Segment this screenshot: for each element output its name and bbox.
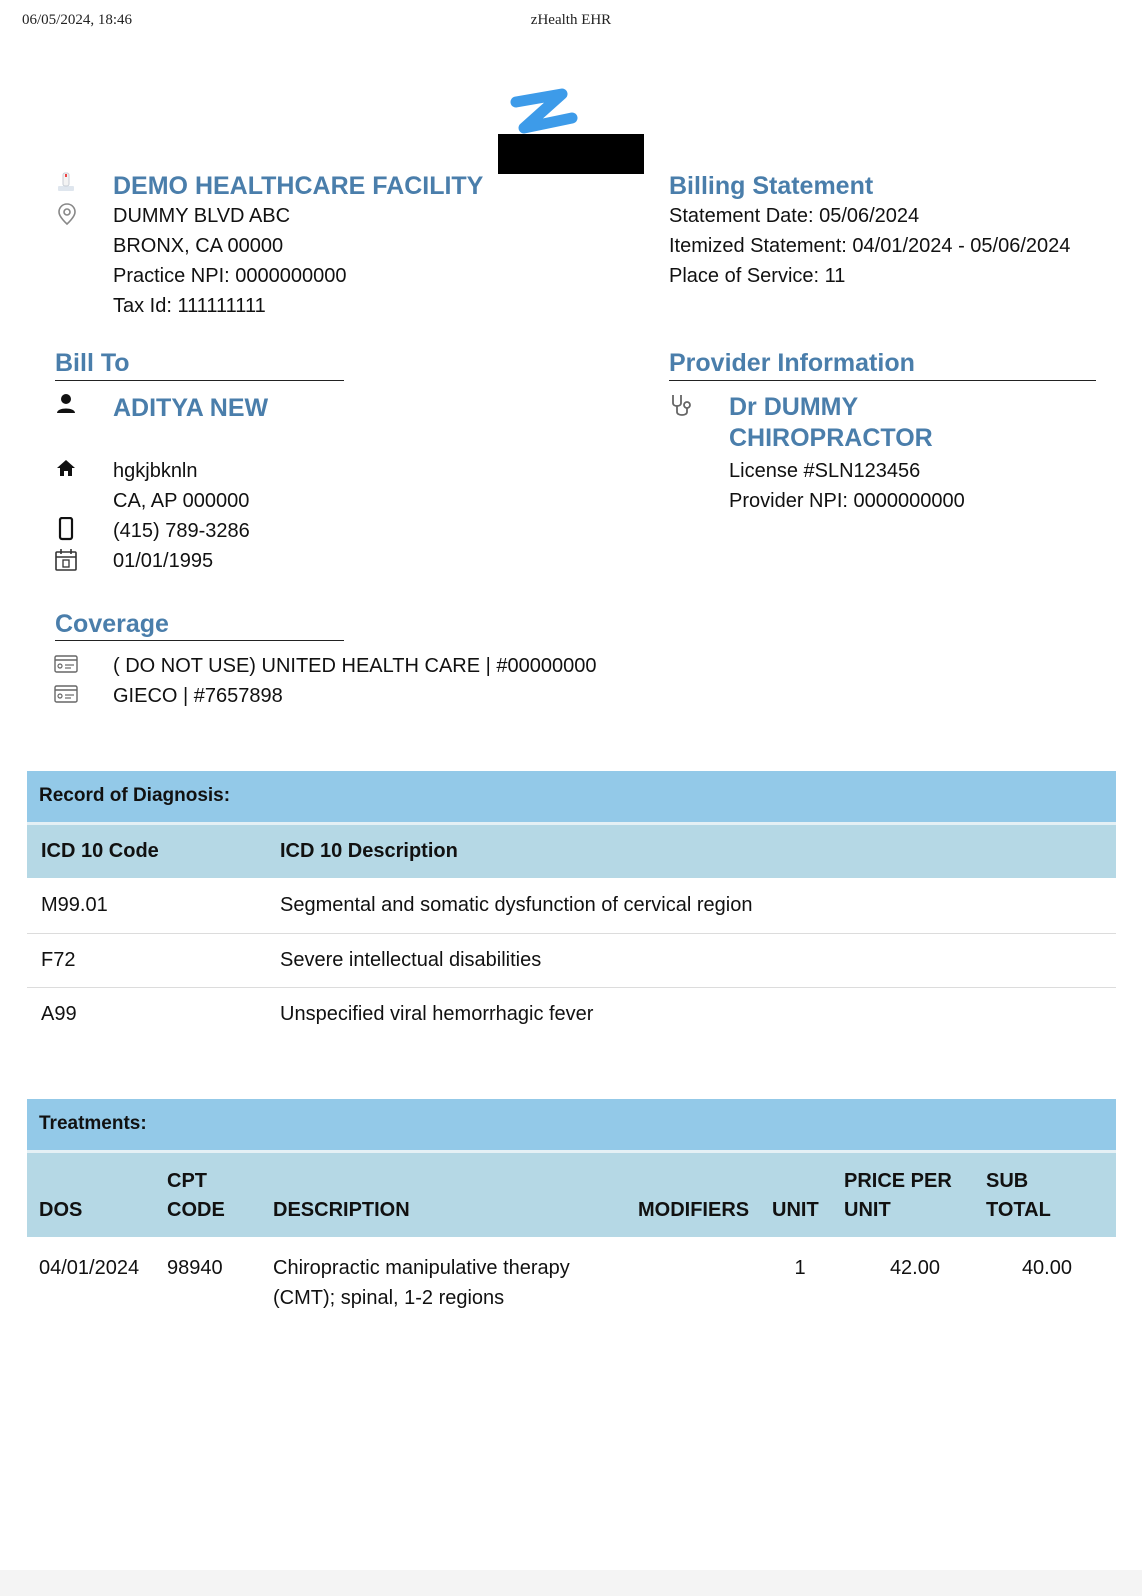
subtotal-header-line1: SUB	[986, 1170, 1029, 1192]
icd-code: A99	[41, 1002, 77, 1025]
patient-dob: 01/01/1995	[113, 550, 214, 572]
icd-description: Segmental and somatic dysfunction of cervical region	[266, 878, 1116, 933]
icd-code: M99.01	[27, 878, 266, 933]
cpt-header-line2: CODE	[167, 1199, 225, 1221]
place-of-service: Place of Service: 11	[669, 265, 846, 287]
calendar-icon	[54, 548, 78, 572]
facility-tax-id: Tax Id: 111111111	[113, 295, 266, 317]
subtotal-header	[978, 1151, 1116, 1237]
facility-address-line1: DUMMY BLVD ABC	[113, 205, 291, 227]
icd-code-header: ICD 10 Code	[27, 823, 266, 878]
subtotal-header-line2: TOTAL	[986, 1199, 1051, 1221]
table-row	[27, 878, 1116, 933]
patient-name: ADITYA NEW	[113, 394, 269, 422]
redaction-box	[498, 134, 644, 174]
insurance-card-icon	[54, 654, 78, 678]
provider-name-line1: Dr DUMMY	[729, 393, 859, 421]
itemized-statement: Itemized Statement: 04/01/2024 - 05/06/2024	[669, 235, 1071, 257]
icd-description: Severe intellectual disabilities	[266, 933, 1116, 987]
home-icon	[55, 457, 79, 481]
provider-title: Provider Information	[669, 349, 915, 377]
billing-title: Billing Statement	[669, 172, 874, 200]
stethoscope-icon	[669, 392, 693, 416]
mobile-phone-icon	[57, 517, 81, 541]
icd-code: F72	[27, 933, 266, 987]
treatment-description-line1: Chiropractic manipulative therapy	[273, 1257, 570, 1279]
description-header: DESCRIPTION	[261, 1151, 626, 1237]
treatment-dos: 04/01/2024	[39, 1257, 140, 1279]
diagnosis-banner: Record of Diagnosis:	[27, 771, 1116, 823]
patient-address-line1: hgkjbknln	[113, 460, 198, 482]
treatments-banner: Treatments:	[27, 1099, 1116, 1151]
statement-date: Statement Date: 05/06/2024	[669, 205, 920, 227]
treatments-table	[27, 1099, 1116, 1313]
coverage-item: ( DO NOT USE) UNITED HEALTH CARE | #00000000	[113, 655, 597, 677]
price-header-line2: UNIT	[844, 1199, 891, 1221]
facility-address-line2: BRONX, CA 00000	[113, 235, 284, 257]
bill-to-divider	[55, 380, 344, 381]
print-app-title: zHealth EHR	[530, 12, 612, 28]
provider-divider	[669, 380, 1096, 381]
dos-header: DOS	[27, 1151, 155, 1237]
diagnosis-table	[27, 771, 1116, 1041]
price-per-unit-header	[836, 1151, 978, 1237]
provider-name-line2: CHIROPRACTOR	[729, 424, 933, 452]
insurance-card-icon	[54, 684, 78, 708]
hospital-icon	[54, 170, 78, 194]
facility-npi: Practice NPI: 0000000000	[113, 265, 347, 287]
print-datetime: 06/05/2024, 18:46	[22, 12, 133, 28]
cpt-header-line1: CPT	[167, 1170, 207, 1192]
treatment-unit: 1	[794, 1257, 806, 1279]
treatment-description	[261, 1237, 626, 1313]
patient-phone: (415) 789-3286	[113, 520, 250, 542]
treatment-description-line2: (CMT); spinal, 1-2 regions	[273, 1287, 505, 1309]
treatment-cpt: 98940	[167, 1257, 223, 1279]
table-row	[27, 987, 1116, 1041]
price-header-line1: PRICE PER	[844, 1170, 952, 1192]
zhealth-logo	[510, 88, 660, 178]
treatment-subtotal: 40.00	[1021, 1257, 1072, 1279]
treatment-price: 42.00	[889, 1257, 940, 1279]
facility-name: DEMO HEALTHCARE FACILITY	[113, 172, 484, 200]
icd-description: Unspecified viral hemorrhagic fever	[280, 1002, 594, 1025]
coverage-divider	[55, 640, 344, 641]
unit-header: UNIT	[764, 1151, 836, 1237]
icd-description-header: ICD 10 Description	[266, 823, 1116, 878]
provider-license: License #SLN123456	[729, 460, 921, 482]
page-bottom-edge	[0, 1570, 1142, 1596]
location-pin-icon	[56, 202, 80, 226]
cpt-code-header	[155, 1151, 261, 1237]
print-header	[22, 12, 1120, 32]
table-row	[27, 1237, 1116, 1313]
person-icon	[54, 392, 78, 416]
bill-to-title: Bill To	[55, 349, 130, 377]
modifiers-header: MODIFIERS	[626, 1151, 764, 1237]
coverage-title: Coverage	[55, 610, 169, 638]
table-row	[27, 933, 1116, 987]
patient-address-line2: CA, AP 000000	[113, 490, 250, 512]
treatment-modifiers	[626, 1237, 764, 1313]
provider-npi: Provider NPI: 0000000000	[729, 490, 965, 512]
coverage-item: GIECO | #7657898	[113, 685, 283, 707]
